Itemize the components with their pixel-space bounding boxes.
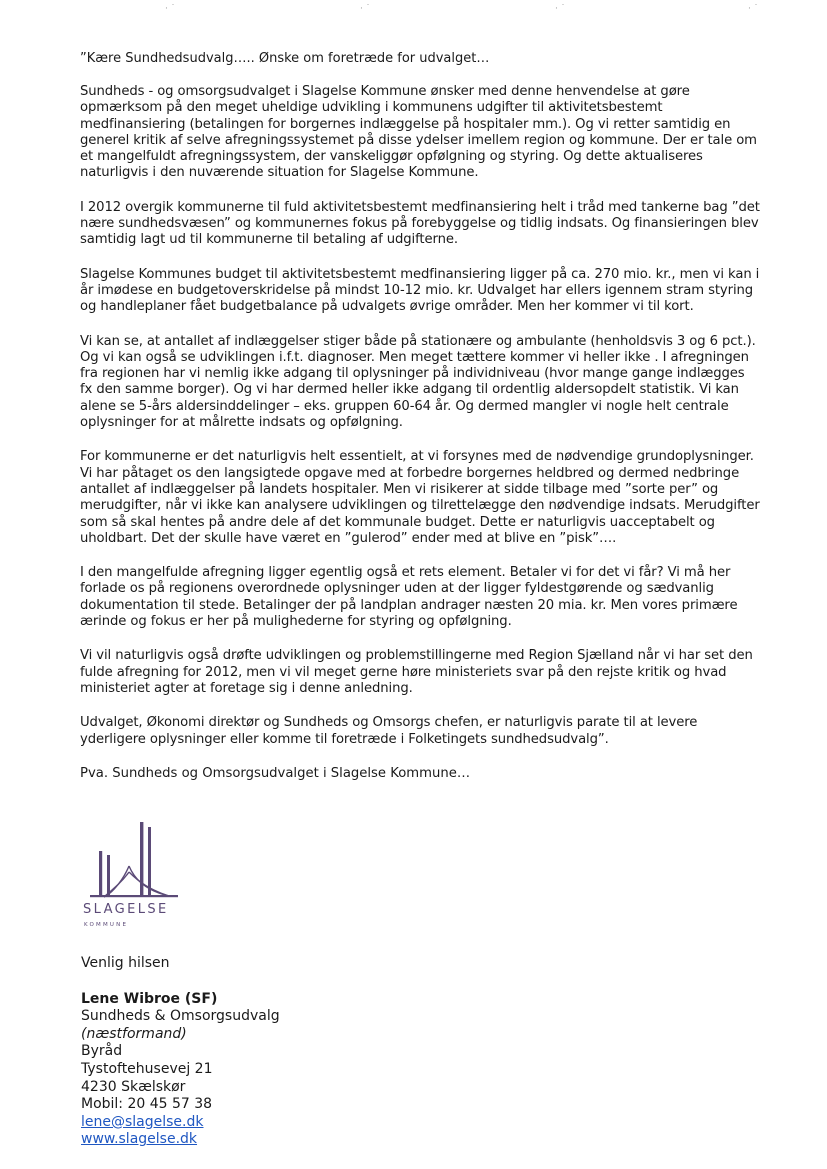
letter-greeting: ”Kære Sundhedsudvalg….. Ønske om foretræde for udvalget… [80, 51, 490, 66]
letter-paragraph: Slagelse Kommunes budget til aktivitetsbestemt medfinansiering ligger på ca. 270 mio. kr., men vi kan i år imødese en budgetoverskridelse på mindst 10-12 mio. kr. Udvalget har ellers igennem stram styring og handleplaner fået budgetbalance på udvalgets øvrige områder. Men her kommer vi til kort. [80, 266, 760, 315]
letter-paragraph: I 2012 overgik kommunerne til fuld aktivitetsbestemt medfinansiering helt i tråd med tankerne bag ”det nære sundhedsvæsen” og kommunernes fokus på forebyggelse og tidlig indsats. Og finansieringen blev samtidig lagt ud til kommunerne til betaling af udgifterne. [80, 199, 760, 248]
signature-phone: Mobil: 20 45 57 38 [81, 1096, 213, 1113]
letter-paragraph: Vi vil naturligvis også drøfte udviklingen og problemstillingerne med Region Sjælland når vi har set den fulde afregning for 2012, men vi vil meget gerne høre ministeriets svar på den rejste kritik og hvad ministeriet agter at foretage sig i denne anledning. [80, 648, 753, 696]
website-link[interactable]: www.slagelse.dk [81, 1131, 198, 1148]
signature-council: Byråd [81, 1043, 123, 1060]
letter-paragraph: I den mangelfulde afregning ligger egentlig også et rets element. Betaler vi for det vi får? Vi må her forlade os på regionens overordnede oplysninger uden at der ligger fyldestgørende og sædvanlig dokumentation til stede. Betalinger der på landplan andrager næsten 20 mia. kr. Men vores primære ærinde og fokus er her på mulighederne for styring og opfølgning. [80, 565, 738, 630]
signature-name: Lene Wibroe (SF) [81, 990, 218, 1007]
scan-dot-icon: · ˙ [360, 4, 371, 14]
letter-closing: Pva. Sundheds og Omsorgsudvalget i Slagelse Kommune… [80, 765, 471, 781]
signature-city: 4230 Skælskør [81, 1078, 186, 1095]
scan-dot-icon: · ˙ [748, 4, 759, 14]
email-link[interactable]: lene@slagelse.dk [81, 1113, 204, 1130]
signature-role: (næstformand) [81, 1025, 187, 1042]
signature-street: Tystoftehusevej 21 [81, 1060, 213, 1077]
logo-wordmark: SLAGELSE [83, 902, 169, 917]
letter-paragraph: Vi kan se, at antallet af indlæggelser stiger både på stationære og ambulante (henholdsvis 3 og 6 pct.). Og vi kan også se udviklingen i.f.t. diagnoser. Men meget tættere kommer vi heller ikke . I afregningen fra regionen har vi nemlig ikke adgang til oplysninger på individniveau (hvor mange gange indlægges fx den samme borger). Og vi har dermed heller ikke adgang til ordentlig aldersopdelt statistik. Vi kan alene se 5-års aldersinddelinger – eks. gruppen 60-64 år. Og dermed mangler vi nogle helt centrale oplysninger for at målrette indsats og opfølgning. [80, 333, 756, 431]
scan-dot-icon: · ˙ [165, 4, 176, 14]
letter-paragraph: For kommunerne er det naturligvis helt essentielt, at vi forsynes med de nødvendige grundoplysninger. Vi har påtaget os den langsigtede opgave med at forbedre borgernes heldbred og dermed nedbringe antallet af indlæggelser på landets hospitaler. Men vi risikerer at sidde tilbage med ”sorte per” og merudgifter, når vi ikke kan analysere udviklingen og tilrettelægge den nødvendige indsats. Merudgifter som så skal hentes på andre dele af det kommunale budget. Dette er naturligvis uacceptabelt og uholdbart. Det der skulle have været en ”gulerod” ender med at blive en ”pisk”…. [80, 449, 760, 546]
signature-block [81, 955, 481, 1149]
letter-body [80, 50, 760, 782]
letter-paragraph: Sundheds - og omsorgsudvalget i Slagelse Kommune ønsker med denne henvendelse at gøre opmærksom på den meget uheldige udvikling i kommunens udgifter til aktivitetsbestemt medfinansiering (betalingen for borgernes indlæggelse på hospitaler mm.). Og vi retter samtidig en generel kritik af selve afregningssystemet på disse ydelser imellem region og kommune. Der er tale om et mangelfuldt afregningssystem, der vanskeliggør opfølgning og styring. Og dette aktualiseres naturligvis i den nuværende situation for Slagelse Kommune. [80, 84, 757, 181]
slagelse-bridge-logo-icon [84, 822, 194, 934]
logo-subline: KOMMUNE [84, 922, 129, 928]
letter-paragraph: Udvalget, Økonomi direktør og Sundheds og Omsorgs chefen, er naturligvis parate til at levere yderligere oplysninger eller komme til foretræde i Folketingets sundhedsudvalg”. [80, 715, 698, 747]
signature-committee: Sundheds & Omsorgsudvalg [81, 1008, 280, 1025]
scan-dot-icon: · ˙ [555, 4, 566, 14]
signature-regards: Venlig hilsen [81, 955, 170, 971]
scan-artifacts [0, 4, 827, 14]
